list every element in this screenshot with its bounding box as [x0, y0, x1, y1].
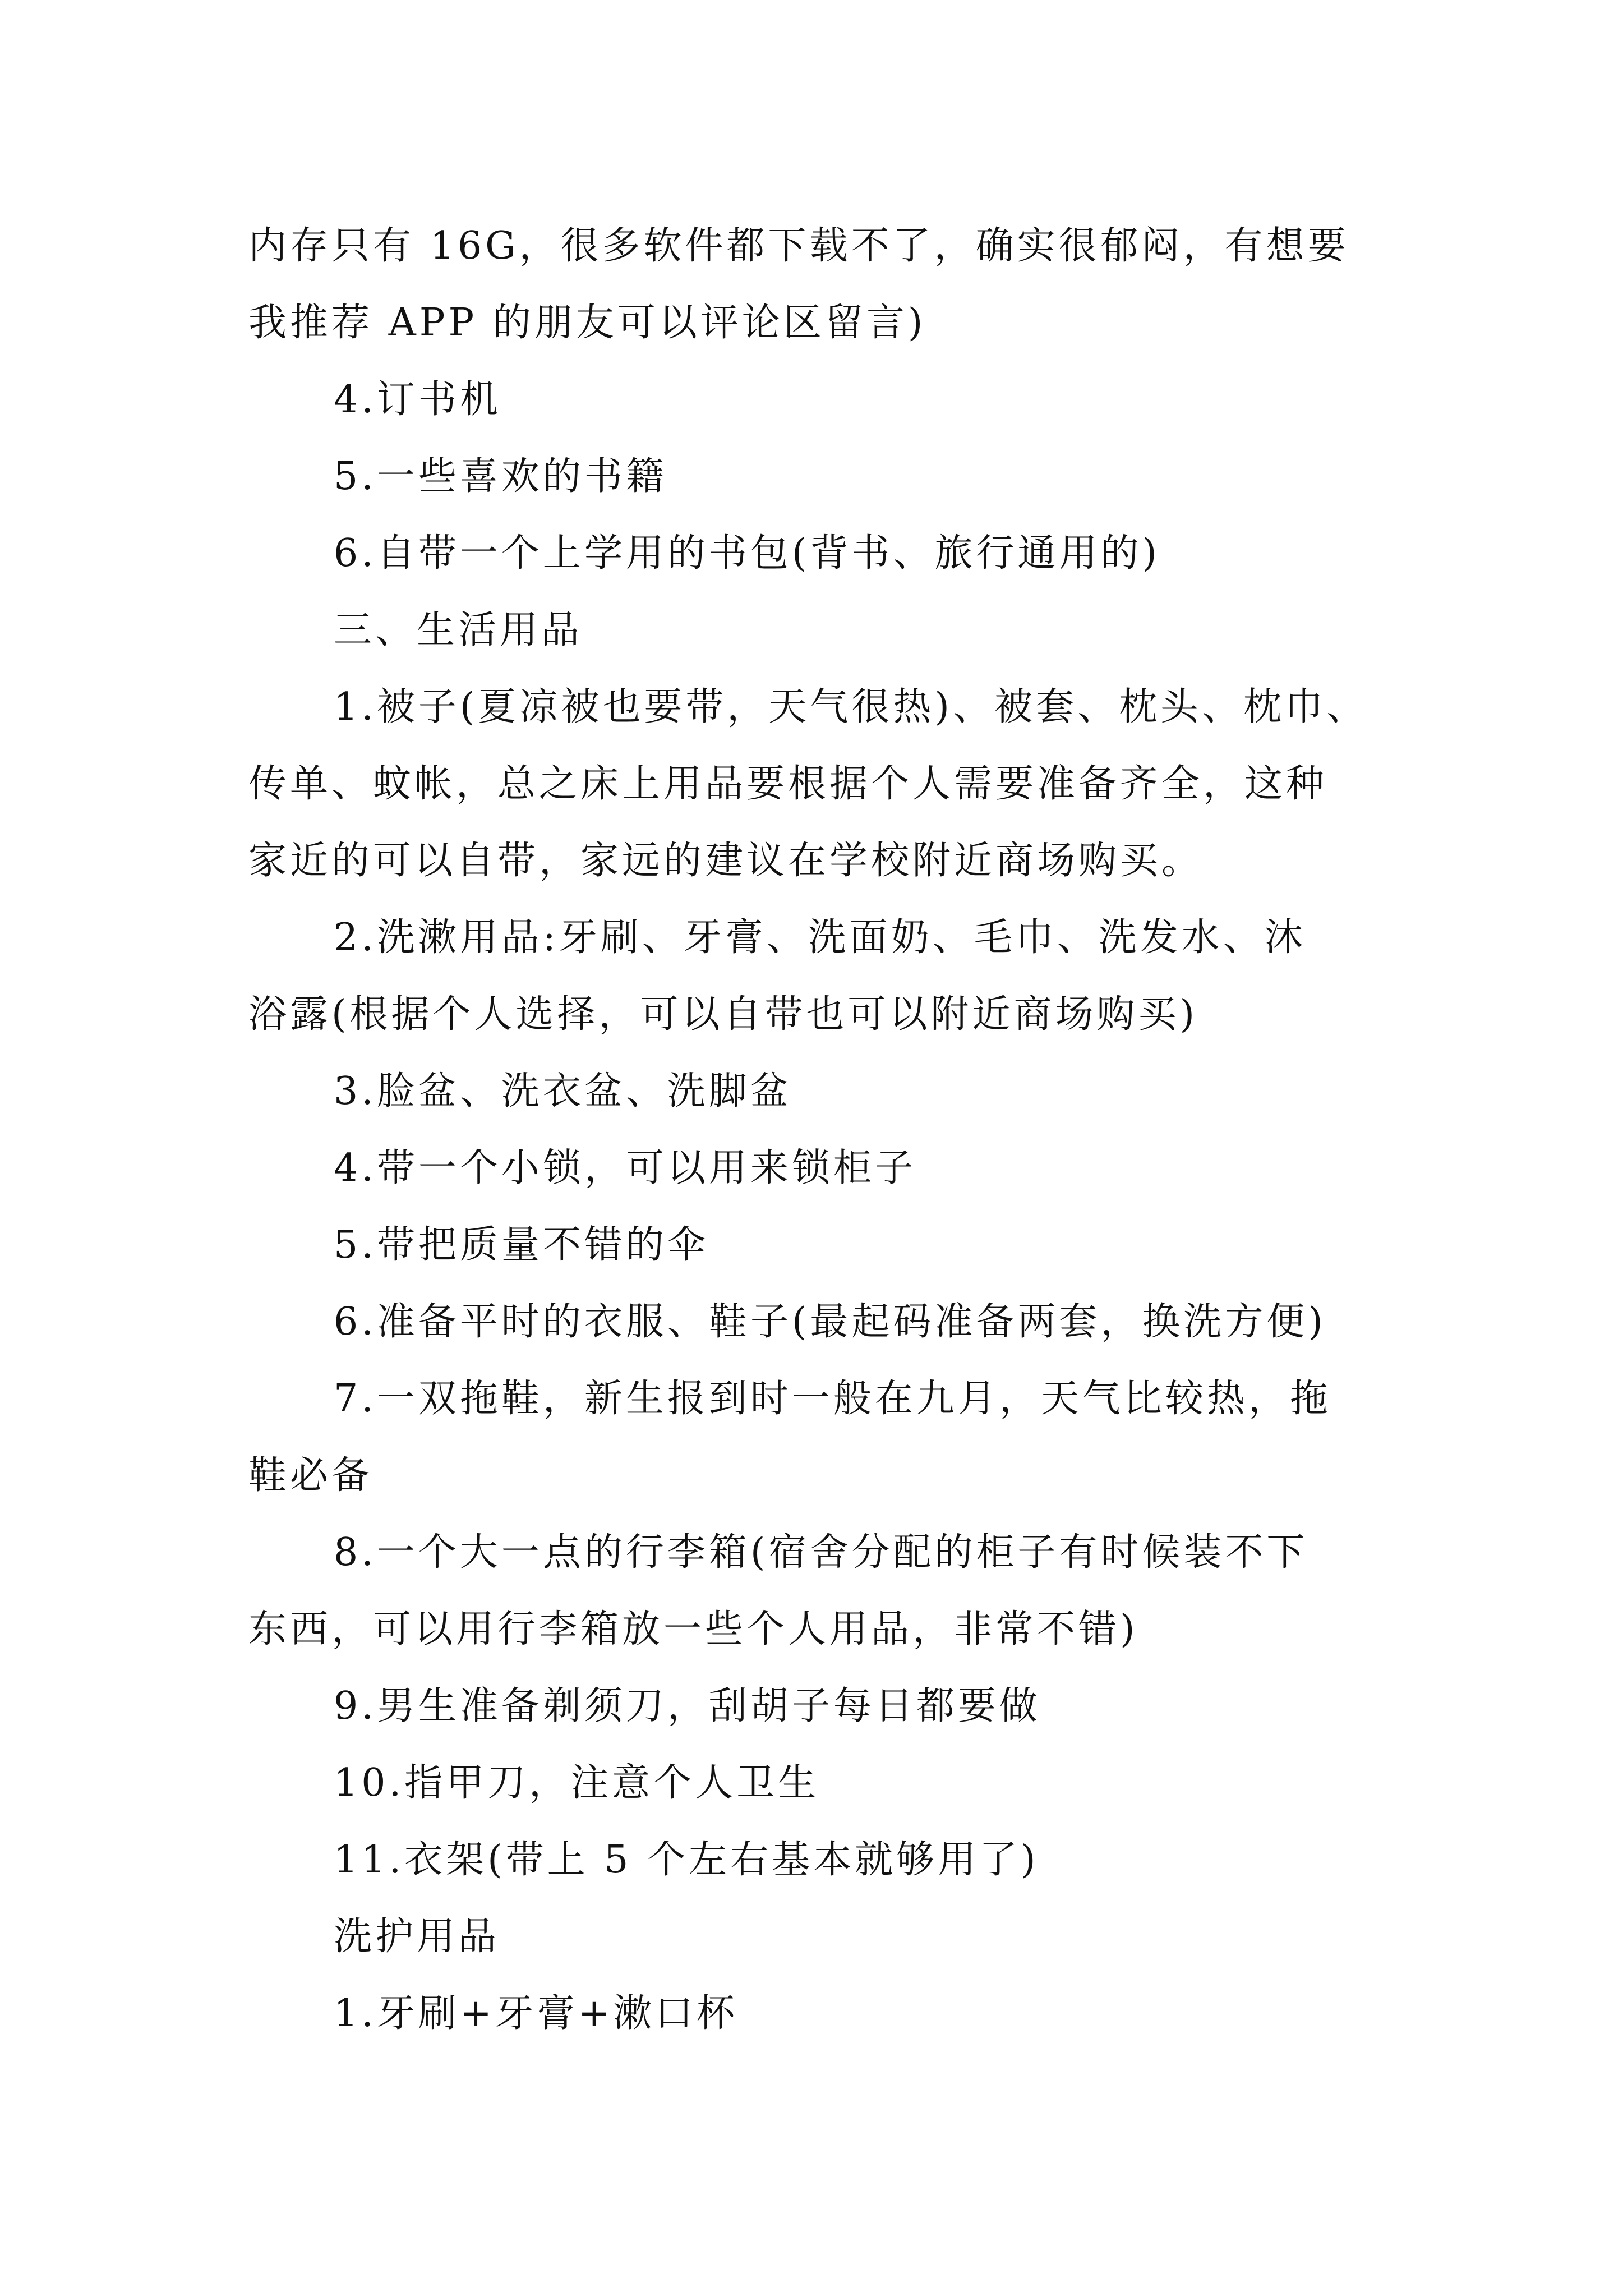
list-item: 1.牙刷+牙膏+漱口杯: [334, 1991, 738, 2036]
list-item: 8.一个大一点的行李箱(宿舍分配的柜子有时候装不下: [334, 1530, 1308, 1575]
list-item: 6.自带一个上学用的书包(背书、旅行通用的): [334, 531, 1160, 576]
paragraph-line: 内存只有 16G，很多软件都下载不了，确实很郁闷，有想要: [248, 224, 1349, 268]
list-item: 2.洗漱用品:牙刷、牙膏、洗面奶、毛巾、洗发水、沐: [334, 915, 1306, 960]
list-item: 5.带把质量不错的伞: [334, 1223, 709, 1267]
paragraph-line: 浴露(根据个人选择，可以自带也可以附近商场购买): [248, 992, 1198, 1037]
document-body: [248, 208, 1393, 2052]
paragraph-line: 家近的可以自带，家远的建议在学校附近商场购买。: [248, 839, 1204, 883]
section-heading: 三、生活用品: [334, 608, 583, 652]
section-heading: 洗护用品: [334, 1915, 500, 1959]
list-item: 4.带一个小锁，可以用来锁柜子: [334, 1146, 916, 1190]
paragraph-line: 传单、蚊帐，总之床上用品要根据个人需要准备齐全，这种: [248, 762, 1328, 806]
paragraph-line: 我推荐 APP 的朋友可以评论区留言): [248, 301, 926, 345]
list-item: 3.脸盆、洗衣盆、洗脚盆: [334, 1069, 792, 1114]
list-item: 7.一双拖鞋，新生报到时一般在九月，天气比较热，拖: [334, 1377, 1331, 1421]
list-item: 9.男生准备剃须刀，刮胡子每日都要做: [334, 1684, 1041, 1728]
list-item: 1.被子(夏凉被也要带，天气很热)、被套、枕头、枕巾、: [334, 685, 1368, 729]
paragraph-line: 东西，可以用行李箱放一些个人用品，非常不错): [248, 1607, 1138, 1651]
list-item: 4.订书机: [334, 378, 501, 422]
list-item: 11.衣架(带上 5 个左右基本就够用了): [334, 1838, 1039, 1882]
list-item: 5.一些喜欢的书籍: [334, 454, 667, 499]
paragraph-line: 鞋必备: [248, 1453, 374, 1498]
list-item: 10.指甲刀，注意个人卫生: [334, 1761, 820, 1805]
list-item: 6.准备平时的衣服、鞋子(最起码准备两套，换洗方便): [334, 1300, 1326, 1344]
